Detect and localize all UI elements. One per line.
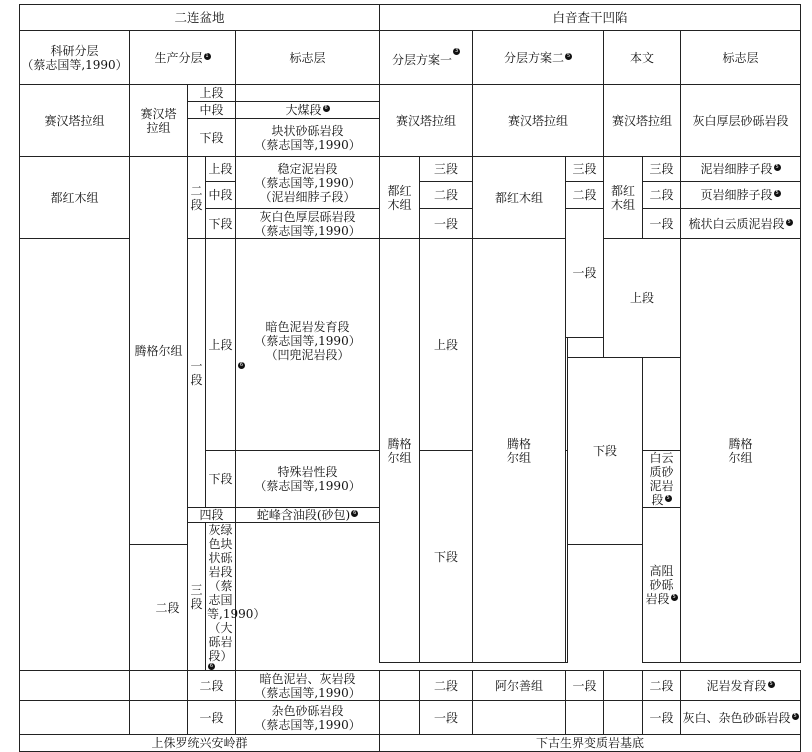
- saihan-production-line1: 赛汉塔: [140, 106, 177, 121]
- aershan-er-marker-cell: [236, 671, 380, 701]
- tenggeer-s1-upper-cell: 上段: [420, 239, 473, 451]
- duhongmu-s2-2-cell: 二段: [566, 182, 604, 209]
- tenggeer-u-lower-marker-cell: [236, 451, 380, 508]
- duhongmu-lower-marker-cell: [236, 209, 380, 239]
- scheme1-header: [380, 31, 473, 85]
- duhongmu-lower-marker-line1: 灰白色厚层砾岩段: [259, 209, 356, 224]
- aershan-yi-marker-line1: 杂色砂砾岩段: [271, 703, 344, 718]
- aershan-scheme2-lower-cell: [473, 701, 566, 735]
- duhongmu-upper-cell: 上段: [206, 157, 236, 182]
- tenggeer-u-upper-cell: 上段: [206, 239, 236, 451]
- aershan-research-cell: [20, 671, 130, 701]
- tenggeer-u-upper-marker-line1: 暗色泥岩发育段: [265, 320, 350, 334]
- aershan-s2-1-cell: 一段: [566, 671, 604, 701]
- duhongmu-m1-text: 梳状白云质泥岩段: [688, 216, 785, 231]
- tenggeer-scheme2-line2: 尔组: [507, 450, 532, 465]
- tenggeer-m-dolo-cell: [643, 451, 681, 508]
- duhongmu-p-2-cell: 二段: [643, 182, 681, 209]
- aershan-research-lower-cell: [20, 701, 130, 735]
- duhongmu-upper-marker-cell: [236, 157, 380, 209]
- duhongmu-lower-cell: 下段: [206, 209, 236, 239]
- tenggeer-u-lower-marker-line2: （蔡志国等,1990）: [254, 479, 361, 493]
- saihan-research-cell: 赛汉塔拉组: [20, 85, 130, 157]
- tenggeer-siduan-marker-cell: [236, 508, 380, 523]
- note-marker-icon: 3 4: [454, 48, 459, 61]
- duhongmu-m2-cell: [681, 182, 801, 209]
- duhongmu-s1-1-cell: 一段: [420, 209, 473, 239]
- aershan-paper-lower-cell: [604, 701, 643, 735]
- aershan-scheme1-lower-cell: [380, 701, 420, 735]
- saihan-scheme1-cell: 赛汉塔拉组: [380, 85, 473, 157]
- duhongmu-erduan-cell: 二段: [188, 157, 206, 239]
- aershan-erduan-cell: 二段: [188, 671, 236, 701]
- saihan-production-line2: 拉组: [146, 120, 171, 135]
- tenggeer-u-upper-marker-cell: [236, 239, 380, 451]
- research-header-line1: 科研分层: [50, 43, 99, 58]
- duhongmu-m3-text: 泥岩细脖子段: [700, 162, 773, 176]
- duhongmu-upper-marker-line3: （泥岩细脖子段）: [259, 189, 356, 204]
- footer-right-cell: 下古生界变质岩基底: [380, 735, 801, 752]
- baiyin-depression-header: 白音查干凹陷: [380, 5, 801, 31]
- saihan-upper-cell: 上段: [188, 85, 236, 102]
- tenggeer-m-highres-cell: [643, 508, 681, 663]
- note-marker-icon: 5: [787, 218, 791, 225]
- duhongmu-s1-2-cell: 二段: [420, 182, 473, 209]
- aershan-m-grey-text: 灰白、杂色砂砾岩段: [682, 710, 791, 725]
- duhongmu-m2-text: 页岩细脖子段: [700, 188, 773, 202]
- aershan-sanduan-cell: 三段: [188, 523, 206, 671]
- tenggeer-paper-cell: [681, 239, 801, 663]
- aershan-yiduan-cell: 一段: [188, 701, 236, 735]
- tenggeer-scheme1-line2: 尔组: [387, 450, 412, 465]
- tenggeer-u-lower-marker-line1: 特殊岩性段: [277, 465, 338, 479]
- stratigraphy-table-container: [19, 4, 800, 750]
- tenggeer-s1-lower-cell: 下段: [420, 451, 473, 663]
- research-layer-header: [20, 31, 130, 85]
- duhongmu-scheme1-cell: [380, 157, 420, 239]
- scheme2-header: [473, 31, 604, 85]
- duhongmu-research-cell: 都红木组: [20, 157, 130, 239]
- duhongmu-upper-marker-line1: 稳定泥岩段: [277, 161, 338, 176]
- duhongmu-scheme2-cell: 都红木组: [473, 157, 566, 239]
- tenggeer-scheme2-line1: 腾格: [507, 436, 532, 451]
- saihan-upper-marker-cell: [236, 85, 380, 102]
- tenggeer-s2-lower-cell: 下段: [568, 358, 643, 545]
- saihan-production-cell: [130, 85, 188, 157]
- aershan-s2-2-cell: 二段: [130, 545, 206, 671]
- duhongmu-paper-cell: [604, 157, 643, 239]
- saihan-middle-cell: 中段: [188, 102, 236, 119]
- tenggeer-u-lower-cell: 下段: [206, 451, 236, 508]
- duhongmu-p-3-cell: 三段: [643, 157, 681, 182]
- aershan-san-marker-line3: [207, 621, 234, 670]
- marker-layer-header: 标志层: [236, 31, 380, 85]
- duhongmu-lower-marker-line2: （蔡志国等,1990）: [254, 223, 361, 238]
- aershan-san-marker-line2: （蔡志国等,1990）: [207, 579, 266, 621]
- tenggeer-scheme1-cell: [380, 239, 420, 663]
- aershan-er-marker-line2: （蔡志国等,1990）: [254, 685, 361, 700]
- this-paper-header: 本文: [604, 31, 681, 85]
- aershan-paper-cell: [604, 671, 643, 701]
- tenggeer-paper-line1: 腾格: [728, 436, 753, 451]
- saihan-lower-cell: 下段: [188, 119, 236, 157]
- research-header-line2: （蔡志国等,1990）: [21, 57, 128, 72]
- production-layer-header: [130, 31, 236, 85]
- note-marker-icon: 1: [205, 52, 209, 59]
- tenggeer-scheme1-line1: 腾格: [387, 436, 412, 451]
- aershan-s1-1-cell: 一段: [420, 701, 473, 735]
- aershan-p-2-cell: 二段: [643, 671, 681, 701]
- duhongmu-s2-1-cell: 一段: [566, 209, 604, 338]
- aershan-yi-marker-cell: [236, 701, 380, 735]
- tenggeer-m-dolo-text: 白云质砂泥岩段: [649, 451, 674, 507]
- saihan-paper-cell: 赛汉塔拉组: [604, 85, 681, 157]
- note-marker-icon: 5: [775, 164, 779, 170]
- duhongmu-m3-cell: [681, 157, 801, 182]
- aershan-production-cell: [130, 671, 188, 701]
- note-marker-icon: 5: [666, 495, 670, 501]
- aershan-san-marker-line1: 灰绿色块状砾岩段: [208, 523, 233, 579]
- tenggeer-paper-line2: 尔组: [728, 450, 753, 465]
- duhongmu-m1-cell: [681, 209, 801, 239]
- aershan-san-marker-text3: （大砾岩段）: [208, 621, 233, 663]
- saihan-lower-marker-cell: [236, 119, 380, 157]
- tenggeer-scheme2-cell: [473, 239, 566, 663]
- scheme2-header-text: 分层方案二: [504, 50, 565, 65]
- production-header-text: 生产分层: [154, 50, 203, 65]
- tenggeer-s2-upper-cell: 上段: [604, 239, 681, 358]
- marker-layer-header-2: 标志层: [681, 31, 801, 85]
- tenggeer-p-lower-cell: [566, 451, 568, 663]
- note-marker-icon: 5: [566, 52, 571, 59]
- tenggeer-siduan-cell: 四段: [188, 508, 236, 523]
- aershan-er-marker-line1: 暗色泥岩、灰岩段: [259, 671, 356, 686]
- duhongmu-paper-line1: 都红: [611, 183, 636, 198]
- note-marker-icon: 5: [672, 594, 676, 600]
- saihan-marker2-cell: 灰白厚层砂砾岩段: [681, 85, 801, 157]
- note-marker-icon: 5: [775, 190, 779, 196]
- saihan-scheme2-cell: 赛汉塔拉组: [473, 85, 604, 157]
- tenggeer-u-upper-marker-text3: （凹兜泥岩段）: [265, 348, 350, 362]
- aershan-m-mud-text: 泥岩发育段: [706, 678, 767, 693]
- duhongmu-s1-3-cell: 三段: [420, 157, 473, 182]
- tenggeer-yiduan-cell: 一段: [188, 239, 206, 508]
- saihan-middle-marker-text: 大煤段: [285, 103, 322, 117]
- duhongmu-s2-3-cell: 三段: [566, 157, 604, 182]
- aershan-m-mud-cell: [681, 671, 801, 701]
- scheme1-header-text: 分层方案一: [392, 53, 453, 67]
- footer-left-cell: 上侏罗统兴安岭群: [20, 735, 380, 752]
- tenggeer-siduan-marker-text: 蛇峰含油段(砂包): [256, 508, 351, 522]
- duhongmu-scheme1-line1: 都红: [387, 183, 412, 198]
- tenggeer-research-cell: [20, 239, 130, 671]
- saihan-lower-marker-line2: （蔡志国等,1990）: [254, 137, 361, 152]
- aershan-yi-marker-line2: （蔡志国等,1990）: [254, 717, 361, 732]
- duhongmu-scheme1-line2: 木组: [387, 197, 412, 212]
- duhongmu-upper-marker-line2: （蔡志国等,1990）: [254, 175, 361, 190]
- aershan-s2-blank-cell: [566, 701, 604, 735]
- aershan-production-lower-cell: [130, 701, 188, 735]
- tenggeer-u-upper-marker-line2: （蔡志国等,1990）: [254, 334, 361, 348]
- aershan-m-grey-cell: [681, 701, 801, 735]
- aershan-p-1-cell: 一段: [643, 701, 681, 735]
- aershan-san-marker-cell: [206, 523, 266, 671]
- note-marker-icon: 5: [769, 680, 773, 687]
- note-marker-icon: 6: [209, 663, 214, 669]
- erlian-basin-header: 二连盆地: [20, 5, 380, 31]
- duhongmu-p-1-cell: 一段: [643, 209, 681, 239]
- note-marker-icon: 6: [324, 105, 328, 111]
- saihan-middle-marker-cell: [236, 102, 380, 119]
- note-marker-icon: 6: [353, 510, 357, 516]
- aershan-s1-2-cell: 二段: [420, 671, 473, 701]
- duhongmu-middle-cell: 中段: [206, 182, 236, 209]
- tenggeer-production-cell: 腾格尔组: [130, 157, 188, 545]
- tenggeer-u-upper-marker-line3: [237, 348, 378, 369]
- duhongmu-paper-line2: 木组: [611, 197, 636, 212]
- stratigraphy-table: [19, 4, 801, 752]
- note-marker-icon: 5: [793, 712, 797, 719]
- tenggeer-m-highres-text: 高阻砂砾岩段: [645, 564, 674, 606]
- aershan-scheme1-cell: [380, 671, 420, 701]
- saihan-lower-marker-line1: 块状砂砾岩段: [271, 123, 344, 138]
- note-marker-icon: 6: [239, 362, 244, 368]
- aershan-scheme2-cell: 阿尔善组: [473, 671, 566, 701]
